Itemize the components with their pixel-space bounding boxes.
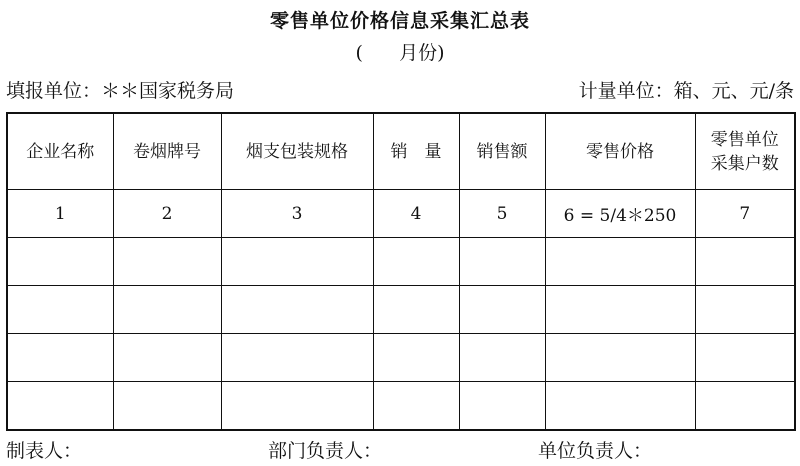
empty-cell[interactable]	[373, 334, 459, 382]
col-header-brand: 卷烟牌号	[113, 113, 221, 190]
empty-cell[interactable]	[373, 382, 459, 431]
unit-head-label: 单位负责人：	[538, 440, 653, 462]
form-title: 零售单位价格信息采集汇总表	[269, 10, 530, 32]
index-cell: 4	[373, 190, 459, 238]
col-header-company-name: 企业名称	[7, 113, 113, 190]
maker-label: 制表人：	[6, 440, 83, 462]
empty-cell[interactable]	[7, 382, 113, 431]
index-cell: 5	[459, 190, 545, 238]
index-cell: 2	[113, 190, 221, 238]
empty-cell[interactable]	[221, 238, 373, 286]
table-row	[7, 238, 795, 286]
empty-cell[interactable]	[459, 382, 545, 431]
month-label: ( 月份)	[355, 42, 445, 64]
dept-head-label: 部门负责人：	[268, 440, 383, 462]
empty-cell[interactable]	[459, 286, 545, 334]
empty-cell[interactable]	[113, 286, 221, 334]
empty-cell[interactable]	[7, 238, 113, 286]
empty-cell[interactable]	[113, 238, 221, 286]
summary-table	[6, 112, 796, 431]
empty-cell[interactable]	[545, 334, 695, 382]
empty-cell[interactable]	[695, 238, 795, 286]
empty-cell[interactable]	[459, 238, 545, 286]
empty-cell[interactable]	[695, 334, 795, 382]
empty-cell[interactable]	[545, 238, 695, 286]
fill-unit-label: 填报单位：＊＊国家税务局	[6, 80, 235, 102]
empty-cell[interactable]	[113, 334, 221, 382]
col-header-package-spec: 烟支包装规格	[221, 113, 373, 190]
empty-cell[interactable]	[221, 286, 373, 334]
empty-cell[interactable]	[459, 334, 545, 382]
empty-cell[interactable]	[545, 382, 695, 431]
index-row	[7, 190, 795, 238]
empty-cell[interactable]	[695, 382, 795, 431]
table-row	[7, 334, 795, 382]
empty-cell[interactable]	[545, 286, 695, 334]
table-row	[7, 382, 795, 431]
index-cell: 1	[7, 190, 113, 238]
measure-unit-label: 计量单位：箱、元、元/条	[578, 80, 794, 102]
index-cell: 6 = 5/4＊250	[545, 190, 695, 238]
empty-cell[interactable]	[221, 334, 373, 382]
empty-cell[interactable]	[113, 382, 221, 431]
empty-cell[interactable]	[695, 286, 795, 334]
empty-cell[interactable]	[7, 334, 113, 382]
header-row	[7, 113, 795, 190]
empty-cell[interactable]	[373, 238, 459, 286]
col-header-retail-price: 零售价格	[545, 113, 695, 190]
col-header-retailer-count: 零售单位 采集户数	[695, 113, 795, 190]
empty-cell[interactable]	[373, 286, 459, 334]
col-header-sales-volume: 销 量	[373, 113, 459, 190]
index-cell: 3	[221, 190, 373, 238]
empty-cell[interactable]	[7, 286, 113, 334]
table-row	[7, 286, 795, 334]
empty-cell[interactable]	[221, 382, 373, 431]
index-cell: 7	[695, 190, 795, 238]
col-header-sales-amount: 销售额	[459, 113, 545, 190]
